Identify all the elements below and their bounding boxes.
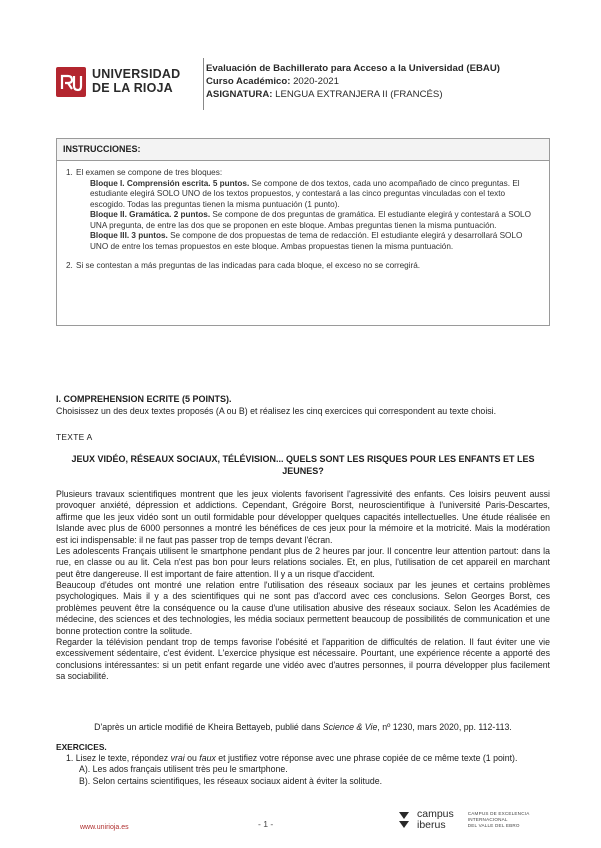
instructions-title: INSTRUCCIONES: [57,139,549,161]
exam-info [206,63,500,102]
option-b: B). Selon certains scientifiques, les réseaux sociaux aident à éviter la solitude. [79,775,383,786]
texte-label: TEXTE A [56,432,93,442]
paragraph: Les adolescents Français utilisent le smartphone pendant plus de 2 heures par jour. Il concentre leur attention partout: dans la rue, en classe ou au lit. Cela n'est pas bon pour leurs relations sociales. Et, en plus, l'utilisation de cet appareil en marchant peut être dangereuse. Il est important de faire attention. Il y a un risque d'accident. [56,545,550,579]
campus-iberus-logo [396,809,529,831]
instructions-body [57,161,549,279]
subject-line: ASIGNATURA: LENGUA EXTRANJERA II (FRANCÉS) [206,88,443,100]
instruction-item-2: 2. Si se contestan a más preguntas de las indicadas para cada bloque, el exceso no se corregirá. [66,261,421,270]
article-source: D'après un article modifié de Kheira Bettayeb, publié dans Science & Vie, nº 1230, mars 2020, pp. 112-113. [94,722,512,732]
page-number: - 1 - [258,819,274,829]
exercises-heading: EXERCICES. [56,742,107,752]
header-divider [203,58,204,110]
university-logo[interactable] [56,58,202,106]
campus-name: campus iberus [417,808,454,832]
university-name: UNIVERSIDAD DE LA RIOJA [92,67,181,95]
campus-iberus-icon [396,809,412,831]
exercises [56,742,550,787]
paragraph: Plusieurs travaux scientifiques montrent que les jeux violents favorisent l'agressivité des enfants. Ces loisirs peuvent aussi provoquer anxiété, dépression et addictions. Cependant, Grégoire Borst, neuroscientifique à l'université Paris-Descartes, affirme que les jeux vidéo sont un outil formidable pour développer quelques capacités intellectuelles. Une étude réalisée en Islande avec plus de 6000 personnes a montré les bénéfices de ces jeux pour la mémoire et la motricité. Mais la modération est ici indispensable: il ne faut pas passer trop de temps devant l'écran. [56,489,550,545]
section-subtitle: Choisissez un des deux textes proposés (A ou B) et réalisez les cinq exercices qui correspondent au texte choisi. [56,405,497,416]
exam-title: Evaluación de Bachillerato para Acceso a la Universidad (EBAU) [206,63,500,74]
footer-url-link[interactable]: www.unirioja.es [80,824,129,831]
block-3: Bloque III. 3 puntos. Se compone de dos propuestas de tema de redacción. El estudiante elegirá y desarrollará SOLO UNO de entre los temas propuestos en este bloque. Ambas propuestas tienen la misma puntuación. [90,231,523,251]
block-2: Bloque II. Gramática. 2 puntos. Se compone de dos preguntas de gramática. El estudiante elegirá y contestará a SOLO UNA pregunta, de entre las dos que se proponen en este bloque. Ambas preguntas tienen la misma puntuación. [90,210,531,230]
section-title: I. COMPREHENSION ECRITE (5 POINTS). [56,394,232,404]
instructions-box [56,138,550,326]
instruction-item-1: 1. El examen se compone de tres bloques: [66,168,223,177]
exam-header [56,52,554,114]
section-heading [56,394,550,417]
question-1: 1. Lisez le texte, répondez vrai ou faux et justifiez votre réponse avec une phrase copiée de ce même texte (1 point). [66,752,518,763]
paragraph: Regarder la télévision pendant trop de temps favorise l'obésité et l'apparition de difficultés de relation. Il faut éviter une vie excessivement sédentaire, c'est évident. L'exercice physique est nécessaire. Pourtant, une expérience récente a apporté des conclusions intéressantes: si un petit enfant regarde une vidéo avec d'autres personnes, il pourra développer plus facilement sa sociabilité. [56,636,550,681]
paragraph: Beaucoup d'études ont montré une relation entre l'utilisation des réseaux sociaux par les jeunes et certains problèmes psychologiques. Mais il y a des scientifiques qui ne sont pas d'accord avec ces conclusions. Selon Georges Borst, ces problèmes peuvent être la conséquence ou la cause d'une utilisation abusive des réseaux sociaux. Selon les Académies de médecine, des sciences et des technologies, les média sociaux permettent beaucoup de possibilités de communication et une bonne protection contre la solitude. [56,580,550,636]
campus-tagline: CAMPUS DE EXCELENCIA INTERNACIONAL DEL VALLE DEL EBRO [467,810,530,829]
article-body [56,489,550,682]
article-title: JEUX VIDÉO, RÉSEAUX SOCIAUX, TÉLÉVISION... QUELS SONT LES RISQUES POUR LES ENFANTS ET LES JEUNES? [71,454,535,476]
course-line: Curso Académico: 2020-2021 [206,75,339,87]
option-a: A). Les ados français utilisent très peu le smartphone. [79,764,288,775]
block-1: Bloque I. Comprensión escrita. 5 puntos. Se compone de dos textos, cada uno acompañado de cinco preguntas. El estudiante elegirá SOLO UNO de los textos propuestos, y contestará a las cinco preguntas vinculadas con el texto escogido. Todas las preguntas tienen la misma puntuación (1 punto). [90,178,520,209]
university-logo-icon [56,67,86,97]
